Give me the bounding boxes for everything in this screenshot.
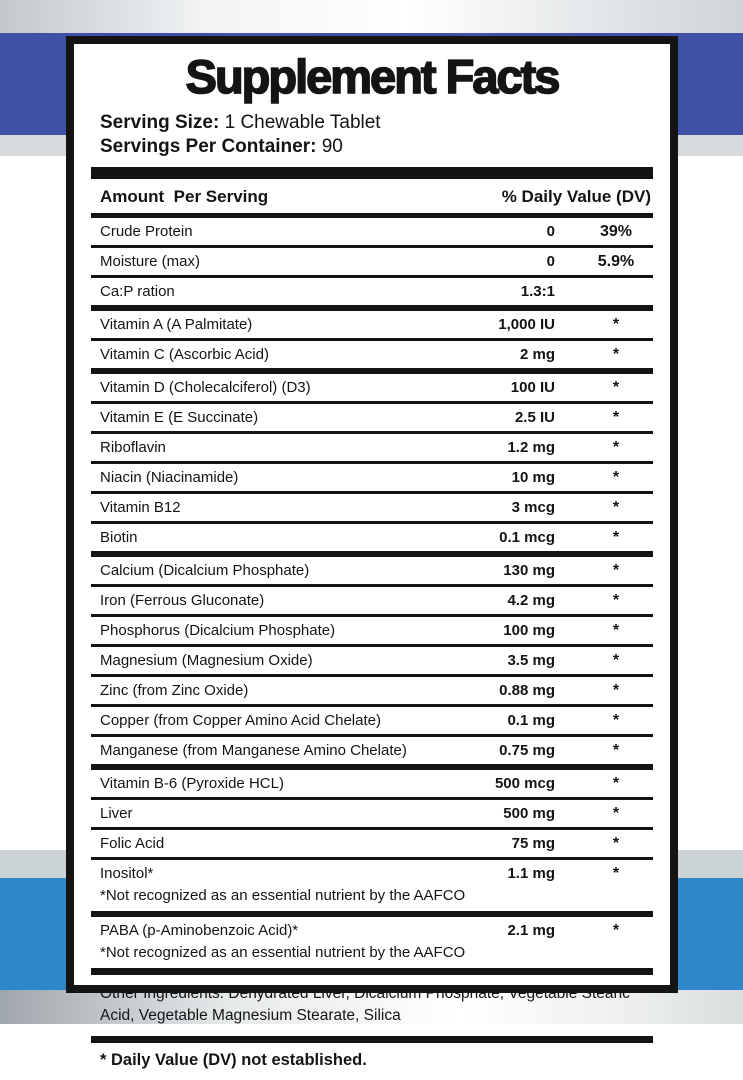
supplement-facts-panel [66,36,678,1069]
nutrient-dv: * [612,315,620,333]
nutrient-name: Riboflavin [100,438,166,456]
nutrient-amount: 2.5 IU [514,408,555,426]
nutrient-amount: 3.5 mg [507,651,555,669]
nutrient-row [91,770,653,800]
column-header-dv: % Daily Value (DV) [501,187,651,207]
servings-per-container-value: 90 [321,136,343,157]
nutrient-row [91,677,653,707]
nutrient-dv: * [612,804,620,822]
nutrient-row [91,464,653,494]
nutrient-amount: 2 mg [519,345,555,363]
nutrient-row [91,647,653,677]
nutrient-name: Vitamin C (Ascorbic Acid) [100,345,269,363]
nutrient-dv: * [612,345,620,363]
nutrient-table [91,218,653,975]
nutrient-row [91,800,653,830]
nutrient-amount: 75 mg [511,834,555,852]
nutrient-dv: * [612,711,620,729]
servings-per-container-label: Servings Per Container: [100,136,317,157]
nutrient-row [91,860,653,917]
servings-per-container-line [100,135,653,159]
column-header-amount: Amount Per Serving [100,187,269,207]
nutrient-row [91,557,653,587]
nutrient-name: Zinc (from Zinc Oxide) [100,681,249,699]
nutrient-name: Vitamin B12 [100,498,181,516]
table-header [91,179,653,213]
nutrient-name: Liver [100,804,133,822]
nutrient-row [91,434,653,464]
nutrient-amount: 1.2 mg [507,438,555,456]
nutrient-name: Magnesium (Magnesium Oxide) [100,651,313,669]
nutrient-name: Phosphorus (Dicalcium Phosphate) [100,621,336,639]
nutrient-name: Vitamin B-6 (Pyroxide HCL) [100,774,284,792]
nutrient-amount: 0.1 mcg [499,528,555,546]
nutrient-dv: * [612,468,620,486]
nutrient-dv: * [612,528,620,546]
nutrient-dv: * [612,378,620,396]
panel-title: Supplement Facts [185,50,559,103]
nutrient-amount: 0.88 mg [499,681,555,699]
nutrient-amount: 1,000 IU [498,315,555,333]
nutrient-amount: 3 mcg [511,498,555,516]
nutrient-amount: 1.1 mg [507,864,555,882]
nutrient-name: Biotin [100,528,138,546]
nutrient-dv: * [612,921,620,939]
nutrient-row [91,617,653,647]
nutrient-amount: 100 mg [503,621,555,639]
other-ingredients: Other Ingredients: Dehydrated Liver, Dicalcium Phosphate, Vegetable Stearic Acid, Vegetable Magnesium Stearate, Silica [100,985,630,1024]
nutrient-amount: 0.75 mg [499,741,555,759]
nutrient-amount: 2.1 mg [507,921,555,939]
serving-size-line [100,111,653,135]
nutrient-name: Iron (Ferrous Gluconate) [100,591,265,609]
serving-size-label: Serving Size: [100,111,220,133]
nutrient-row [91,218,653,248]
nutrient-amount: 0 [546,252,555,270]
nutrient-dv: * [612,741,620,759]
nutrient-amount: 10 mg [511,468,555,486]
nutrient-row [91,917,653,975]
nutrient-row [91,587,653,617]
serving-size-value: 1 Chewable Tablet [224,111,381,133]
nutrient-dv: * [612,561,620,579]
nutrient-name: Vitamin E (E Succinate) [100,408,259,426]
nutrient-name: Niacin (Niacinamide) [100,468,239,486]
nutrient-amount: 4.2 mg [507,591,555,609]
nutrient-amount: 0 [546,222,555,240]
nutrient-row [91,737,653,770]
nutrient-row [91,248,653,278]
nutrient-dv: * [612,591,620,609]
nutrient-dv: * [612,681,620,699]
nutrient-note: *Not recognized as an essential nutrient by the AAFCO [100,887,466,905]
nutrient-note: *Not recognized as an essential nutrient by the AAFCO [100,944,466,962]
nutrient-row [91,830,653,860]
nutrient-row [91,524,653,557]
nutrient-name: Manganese (from Manganese Amino Chelate) [100,741,407,759]
nutrient-name: Copper (from Copper Amino Acid Chelate) [100,711,381,729]
nutrient-dv: * [612,498,620,516]
nutrient-row [91,494,653,524]
nutrient-dv: 5.9% [597,252,635,270]
nutrient-dv: * [612,408,620,426]
nutrient-row [91,374,653,404]
nutrient-name: Moisture (max) [100,252,201,270]
nutrient-row [91,278,653,311]
nutrient-row [91,404,653,434]
nutrient-amount: 130 mg [503,561,555,579]
serving-info [91,111,653,160]
nutrient-name: Vitamin A (A Palmitate) [100,315,253,333]
nutrient-dv: * [612,864,620,882]
nutrient-dv: 39% [599,222,633,240]
nutrient-name: Ca:P ration [100,282,175,300]
nutrient-dv: * [612,621,620,639]
silver-band-top [0,0,743,33]
nutrient-name: Folic Acid [100,834,165,852]
nutrient-amount: 500 mg [503,804,555,822]
nutrient-amount: 1.3:1 [520,282,555,300]
nutrient-dv: * [612,438,620,456]
nutrient-name: Crude Protein [100,222,193,240]
nutrient-amount: 500 mcg [494,774,555,792]
separator-bar-footer [91,1036,653,1043]
nutrient-dv: * [612,651,620,669]
nutrient-row [91,311,653,341]
nutrient-dv: * [612,834,620,852]
nutrient-name: Inositol* [100,864,154,882]
nutrient-name: Vitamin D (Cholecalciferol) (D3) [100,378,311,396]
nutrient-row [91,707,653,737]
nutrient-dv: * [612,774,620,792]
nutrient-name: Calcium (Dicalcium Phosphate) [100,561,310,579]
dv-footnote: * Daily Value (DV) not established. [100,1050,367,1069]
nutrient-name: PABA (p-Aminobenzoic Acid)* [100,921,299,939]
nutrient-row [91,341,653,374]
nutrient-amount: 100 IU [510,378,555,396]
nutrient-amount: 0.1 mg [507,711,555,729]
separator-bar-thick [91,167,653,179]
